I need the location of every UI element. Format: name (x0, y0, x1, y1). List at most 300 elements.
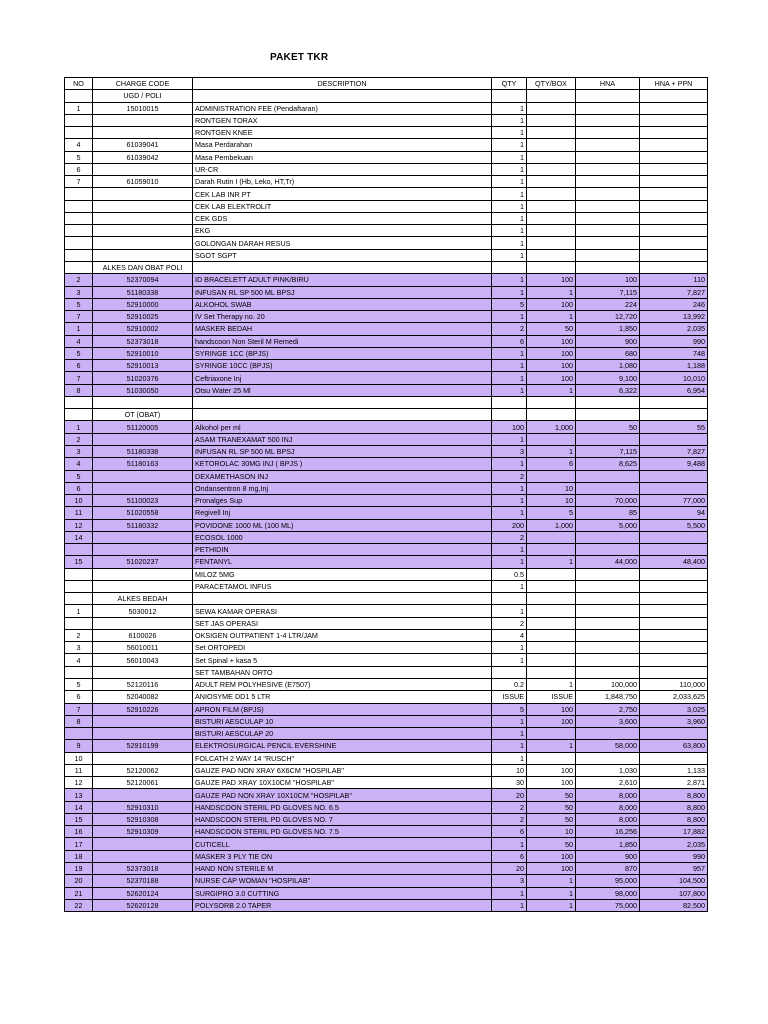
cell-qty: 1 (492, 495, 527, 507)
cell-description: FENTANYL (193, 556, 492, 568)
cell-qty-box: 50 (527, 838, 576, 850)
cell-qty: 1 (492, 838, 527, 850)
cell-no (65, 200, 93, 212)
table-row (65, 311, 708, 323)
cell-qty-box: 1 (527, 679, 576, 691)
cell-qty-box: 50 (527, 801, 576, 813)
cell-qty-box: 50 (527, 789, 576, 801)
cell-qty-box: 100 (527, 703, 576, 715)
cell-hna-ppn (640, 249, 708, 261)
cell-no (65, 728, 93, 740)
cell-qty-box: 1 (527, 899, 576, 911)
cell-charge-code: 51020376 (93, 372, 193, 384)
cell-charge-code: 51180332 (93, 519, 193, 531)
table-row (65, 863, 708, 875)
cell-qty: 1 (492, 176, 527, 188)
cell-hna: 8,625 (576, 458, 640, 470)
table-row (65, 789, 708, 801)
cell-qty: 1 (492, 507, 527, 519)
cell-no: 16 (65, 826, 93, 838)
cell-hna-ppn: 82,500 (640, 899, 708, 911)
cell-charge-code: 51180338 (93, 445, 193, 457)
cell-description: Set Spinal + kasa 5 (193, 654, 492, 666)
table-row (65, 102, 708, 114)
cell-charge-code: 52910002 (93, 323, 193, 335)
cell-no: 1 (65, 421, 93, 433)
cell-no (65, 225, 93, 237)
cell-qty-box (527, 261, 576, 273)
cell-description: ANIOSYME DD1 5 LTR (193, 691, 492, 703)
table-row (65, 764, 708, 776)
cell-charge-code: 52910310 (93, 801, 193, 813)
cell-hna (576, 617, 640, 629)
cell-qty-box (527, 580, 576, 592)
cell-description: GAUZE PAD XRAY 10X10CM "HOSPILAB" (193, 777, 492, 789)
cell-hna-ppn: 1,188 (640, 360, 708, 372)
table-row (65, 899, 708, 911)
cell-qty: 2 (492, 801, 527, 813)
cell-no: 15 (65, 556, 93, 568)
cell-charge-code (93, 544, 193, 556)
cell-hna-ppn: 48,400 (640, 556, 708, 568)
cell-qty: 1 (492, 163, 527, 175)
cell-charge-code: 61059010 (93, 176, 193, 188)
cell-qty: 1 (492, 433, 527, 445)
cell-description: Regivell Inj (193, 507, 492, 519)
cell-qty-box: 1 (527, 286, 576, 298)
cell-no: 9 (65, 740, 93, 752)
cell-hna-ppn (640, 617, 708, 629)
cell-description: DEXAMETHASON INJ (193, 470, 492, 482)
table-row (65, 495, 708, 507)
cell-qty: 1 (492, 556, 527, 568)
cell-description: EKG (193, 225, 492, 237)
cell-no: 5 (65, 347, 93, 359)
cell-hna-ppn (640, 605, 708, 617)
cell-description: UR-CR (193, 163, 492, 175)
cell-no: 13 (65, 789, 93, 801)
cell-description: POVIDONE 1000 ML (100 ML) (193, 519, 492, 531)
cell-hna (576, 200, 640, 212)
cell-description: Masa Pembekuan (193, 151, 492, 163)
cell-description: PETHIDIN (193, 544, 492, 556)
cell-hna (576, 605, 640, 617)
cell-no (65, 409, 93, 421)
cell-hna (576, 90, 640, 102)
cell-qty: 0.2 (492, 679, 527, 691)
cell-qty: 1 (492, 286, 527, 298)
cell-qty: 1 (492, 740, 527, 752)
table-row (65, 127, 708, 139)
cell-hna: 6,322 (576, 384, 640, 396)
cell-charge-code: ALKES BEDAH (93, 593, 193, 605)
cell-hna (576, 666, 640, 678)
cell-hna-ppn (640, 188, 708, 200)
cell-qty-box: 100 (527, 274, 576, 286)
cell-qty-box (527, 212, 576, 224)
cell-hna-ppn (640, 433, 708, 445)
cell-charge-code (93, 617, 193, 629)
table-row (65, 777, 708, 789)
cell-hna-ppn: 5,500 (640, 519, 708, 531)
cell-hna-ppn: 957 (640, 863, 708, 875)
cell-hna (576, 114, 640, 126)
table-row (65, 396, 708, 408)
cell-hna-ppn: 990 (640, 335, 708, 347)
cell-hna (576, 409, 640, 421)
cell-hna-ppn: 110 (640, 274, 708, 286)
cell-hna-ppn (640, 139, 708, 151)
cell-qty: ISSUE (492, 691, 527, 703)
table-row (65, 188, 708, 200)
cell-no: 17 (65, 838, 93, 850)
cell-no (65, 249, 93, 261)
cell-no: 7 (65, 372, 93, 384)
cell-qty-box (527, 605, 576, 617)
table-row (65, 826, 708, 838)
cell-description: Otsu Water 25 Ml (193, 384, 492, 396)
cell-hna: 2,610 (576, 777, 640, 789)
cell-hna: 98,000 (576, 887, 640, 899)
cell-hna: 870 (576, 863, 640, 875)
table-row (65, 519, 708, 531)
table-row (65, 323, 708, 335)
cell-hna: 7,115 (576, 286, 640, 298)
cell-hna (576, 629, 640, 641)
table-row (65, 470, 708, 482)
cell-charge-code: 51100023 (93, 495, 193, 507)
cell-charge-code: 15010015 (93, 102, 193, 114)
cell-description: MASKER BEDAH (193, 323, 492, 335)
cell-qty-box (527, 200, 576, 212)
cell-qty-box: 10 (527, 495, 576, 507)
cell-hna: 1,848,750 (576, 691, 640, 703)
cell-qty-box: 50 (527, 813, 576, 825)
table-row (65, 801, 708, 813)
cell-hna-ppn: 8,800 (640, 801, 708, 813)
cell-qty-box (527, 531, 576, 543)
cell-qty (492, 90, 527, 102)
cell-description: GOLONGAN DARAH RESUS (193, 237, 492, 249)
cell-charge-code (93, 728, 193, 740)
cell-no: 4 (65, 139, 93, 151)
cell-hna-ppn (640, 151, 708, 163)
document-title: PAKET TKR (270, 52, 329, 63)
cell-description: HANDSCOON STERIL PD GLOVES NO. 7.5 (193, 826, 492, 838)
cell-qty-box: 1 (527, 556, 576, 568)
cell-qty: 1 (492, 139, 527, 151)
cell-hna (576, 225, 640, 237)
cell-qty: 100 (492, 421, 527, 433)
cell-hna: 680 (576, 347, 640, 359)
cell-hna: 95,000 (576, 875, 640, 887)
cell-charge-code: 51180163 (93, 458, 193, 470)
cell-qty: 200 (492, 519, 527, 531)
table-row (65, 752, 708, 764)
cell-description: SEWA KAMAR OPERASI (193, 605, 492, 617)
cell-hna-ppn: 9,488 (640, 458, 708, 470)
header-description: DESCRIPTION (193, 78, 492, 90)
cell-description: NURSE CAP WOMAN "HOSPILAB" (193, 875, 492, 887)
table-row (65, 139, 708, 151)
cell-no: 7 (65, 703, 93, 715)
table-row (65, 568, 708, 580)
cell-description: APRON FILM (BPJS) (193, 703, 492, 715)
table-row (65, 691, 708, 703)
cell-no (65, 261, 93, 273)
cell-charge-code: 56010043 (93, 654, 193, 666)
cell-hna-ppn (640, 728, 708, 740)
cell-hna-ppn (640, 90, 708, 102)
cell-hna-ppn (640, 114, 708, 126)
cell-hna: 8,000 (576, 813, 640, 825)
cell-charge-code (93, 789, 193, 801)
cell-charge-code: 52120116 (93, 679, 193, 691)
cell-qty: 1 (492, 715, 527, 727)
cell-qty: 3 (492, 875, 527, 887)
cell-no: 1 (65, 605, 93, 617)
cell-qty: 30 (492, 777, 527, 789)
cell-charge-code: 52910226 (93, 703, 193, 715)
cell-hna (576, 482, 640, 494)
cell-hna-ppn: 1,133 (640, 764, 708, 776)
cell-qty: 3 (492, 445, 527, 457)
cell-description: CEK GDS (193, 212, 492, 224)
cell-charge-code: 52910199 (93, 740, 193, 752)
cell-description: CEK LAB ELEKTROLIT (193, 200, 492, 212)
cell-qty-box: 1 (527, 445, 576, 457)
cell-qty-box (527, 666, 576, 678)
cell-hna-ppn (640, 237, 708, 249)
cell-no: 8 (65, 715, 93, 727)
cell-charge-code: 61039042 (93, 151, 193, 163)
cell-qty-box (527, 90, 576, 102)
cell-description: Masa Perdarahan (193, 139, 492, 151)
cell-qty: 5 (492, 703, 527, 715)
table-row (65, 605, 708, 617)
cell-qty-box (527, 629, 576, 641)
cell-description: HAND NON STERILE M (193, 863, 492, 875)
cell-hna-ppn: 8,800 (640, 789, 708, 801)
cell-qty: 1 (492, 605, 527, 617)
cell-no: 21 (65, 887, 93, 899)
cell-hna (576, 163, 640, 175)
cell-qty: 20 (492, 789, 527, 801)
cell-hna-ppn: 110,000 (640, 679, 708, 691)
cell-charge-code: 52910309 (93, 826, 193, 838)
cell-no: 4 (65, 654, 93, 666)
cell-hna (576, 531, 640, 543)
cell-hna (576, 568, 640, 580)
cell-hna: 9,100 (576, 372, 640, 384)
cell-qty: 1 (492, 642, 527, 654)
cell-qty: 1 (492, 372, 527, 384)
cell-qty: 0.5 (492, 568, 527, 580)
cell-charge-code: 52373018 (93, 863, 193, 875)
cell-qty: 1 (492, 127, 527, 139)
cell-hna: 8,000 (576, 801, 640, 813)
cell-qty: 2 (492, 617, 527, 629)
cell-qty: 1 (492, 225, 527, 237)
header-qty: QTY (492, 78, 527, 90)
cell-hna: 50 (576, 421, 640, 433)
cell-description: Darah Rutin I (Hb, Leko, HT,Tr) (193, 176, 492, 188)
cell-no: 6 (65, 360, 93, 372)
cell-charge-code: 52620124 (93, 887, 193, 899)
cell-hna: 58,000 (576, 740, 640, 752)
cell-description: SYRINGE 1CC (BPJS) (193, 347, 492, 359)
cell-hna-ppn: 246 (640, 298, 708, 310)
cell-charge-code: 52120062 (93, 764, 193, 776)
cell-charge-code: 52040082 (93, 691, 193, 703)
table-row (65, 813, 708, 825)
cell-hna-ppn: 77,000 (640, 495, 708, 507)
cell-qty: 2 (492, 470, 527, 482)
cell-qty: 1 (492, 899, 527, 911)
cell-description: INFUSAN RL SP 500 ML BPSJ (193, 445, 492, 457)
cell-hna-ppn (640, 225, 708, 237)
cell-qty: 1 (492, 384, 527, 396)
cell-hna-ppn: 107,800 (640, 887, 708, 899)
cell-hna: 2,750 (576, 703, 640, 715)
cell-qty: 1 (492, 237, 527, 249)
package-table (64, 77, 708, 912)
cell-charge-code (93, 838, 193, 850)
cell-hna: 1,080 (576, 360, 640, 372)
cell-qty-box (527, 470, 576, 482)
cell-no: 5 (65, 470, 93, 482)
cell-qty-box (527, 249, 576, 261)
cell-qty-box: 1 (527, 740, 576, 752)
cell-qty-box: 6 (527, 458, 576, 470)
table-row (65, 580, 708, 592)
header-hna-ppn: HNA + PPN (640, 78, 708, 90)
cell-hna (576, 212, 640, 224)
cell-charge-code (93, 212, 193, 224)
table-row (65, 531, 708, 543)
cell-no (65, 544, 93, 556)
cell-charge-code (93, 225, 193, 237)
cell-qty-box: 1 (527, 384, 576, 396)
cell-hna-ppn: 2,033,625 (640, 691, 708, 703)
table-row (65, 740, 708, 752)
cell-qty-box (527, 102, 576, 114)
cell-charge-code: 51020237 (93, 556, 193, 568)
cell-qty-box: 50 (527, 323, 576, 335)
cell-hna (576, 642, 640, 654)
cell-charge-code: 52910010 (93, 347, 193, 359)
cell-hna-ppn: 94 (640, 507, 708, 519)
cell-no: 5 (65, 679, 93, 691)
cell-no: 5 (65, 298, 93, 310)
table-row (65, 617, 708, 629)
cell-qty-box: ISSUE (527, 691, 576, 703)
cell-charge-code (93, 237, 193, 249)
cell-description: ECOSOL 1000 (193, 531, 492, 543)
cell-qty-box (527, 225, 576, 237)
cell-qty-box: 100 (527, 347, 576, 359)
cell-charge-code (93, 396, 193, 408)
cell-description: SYRINGE 10CC (BPJS) (193, 360, 492, 372)
cell-description: ALKOHOL SWAB (193, 298, 492, 310)
header-charge-code: CHARGE CODE (93, 78, 193, 90)
cell-description: POLYSORB 2.0 TAPER (193, 899, 492, 911)
cell-no: 3 (65, 445, 93, 457)
cell-qty: 1 (492, 752, 527, 764)
cell-hna-ppn: 104,500 (640, 875, 708, 887)
cell-description: MILOZ 5MG (193, 568, 492, 580)
cell-qty-box (527, 237, 576, 249)
cell-hna-ppn: 3,960 (640, 715, 708, 727)
cell-hna (576, 728, 640, 740)
cell-description: SET TAMBAHAN ORTO (193, 666, 492, 678)
cell-description: HANDSCOON STERIL PD GLOVES NO. 7 (193, 813, 492, 825)
cell-qty-box (527, 433, 576, 445)
header-hna: HNA (576, 78, 640, 90)
cell-description: ADULT REM POLYHESIVE (E7507) (193, 679, 492, 691)
cell-qty: 1 (492, 458, 527, 470)
cell-qty-box (527, 114, 576, 126)
cell-qty: 2 (492, 813, 527, 825)
cell-qty-box: 100 (527, 360, 576, 372)
cell-qty-box: 100 (527, 335, 576, 347)
table-row (65, 90, 708, 102)
cell-description: IV Set Therapy no. 20 (193, 311, 492, 323)
cell-charge-code: 56010011 (93, 642, 193, 654)
cell-no: 4 (65, 458, 93, 470)
cell-no (65, 666, 93, 678)
cell-description: CUTICELL (193, 838, 492, 850)
cell-hna (576, 544, 640, 556)
cell-qty-box (527, 568, 576, 580)
cell-qty-box (527, 176, 576, 188)
cell-qty: 4 (492, 629, 527, 641)
cell-description: CEK LAB INR PT (193, 188, 492, 200)
cell-charge-code: OT (OBAT) (93, 409, 193, 421)
cell-charge-code (93, 188, 193, 200)
cell-qty-box: 10 (527, 482, 576, 494)
cell-hna-ppn (640, 629, 708, 641)
cell-hna: 5,000 (576, 519, 640, 531)
cell-no: 2 (65, 274, 93, 286)
cell-qty: 1 (492, 728, 527, 740)
cell-no (65, 396, 93, 408)
cell-no: 1 (65, 323, 93, 335)
cell-no: 4 (65, 335, 93, 347)
cell-qty: 1 (492, 654, 527, 666)
cell-hna (576, 237, 640, 249)
cell-qty-box (527, 752, 576, 764)
cell-qty: 2 (492, 531, 527, 543)
cell-no (65, 580, 93, 592)
cell-charge-code: UGD / POLI (93, 90, 193, 102)
cell-qty: 1 (492, 544, 527, 556)
cell-qty-box: 100 (527, 777, 576, 789)
cell-hna: 100 (576, 274, 640, 286)
cell-description: ASAM TRANEXAMAT 500 INJ (193, 433, 492, 445)
cell-charge-code (93, 163, 193, 175)
cell-hna-ppn (640, 568, 708, 580)
cell-hna (576, 396, 640, 408)
cell-no (65, 90, 93, 102)
cell-hna-ppn (640, 163, 708, 175)
cell-hna-ppn (640, 482, 708, 494)
cell-qty-box: 100 (527, 372, 576, 384)
cell-charge-code: 52910308 (93, 813, 193, 825)
cell-no (65, 188, 93, 200)
cell-hna-ppn (640, 580, 708, 592)
cell-hna-ppn (640, 531, 708, 543)
